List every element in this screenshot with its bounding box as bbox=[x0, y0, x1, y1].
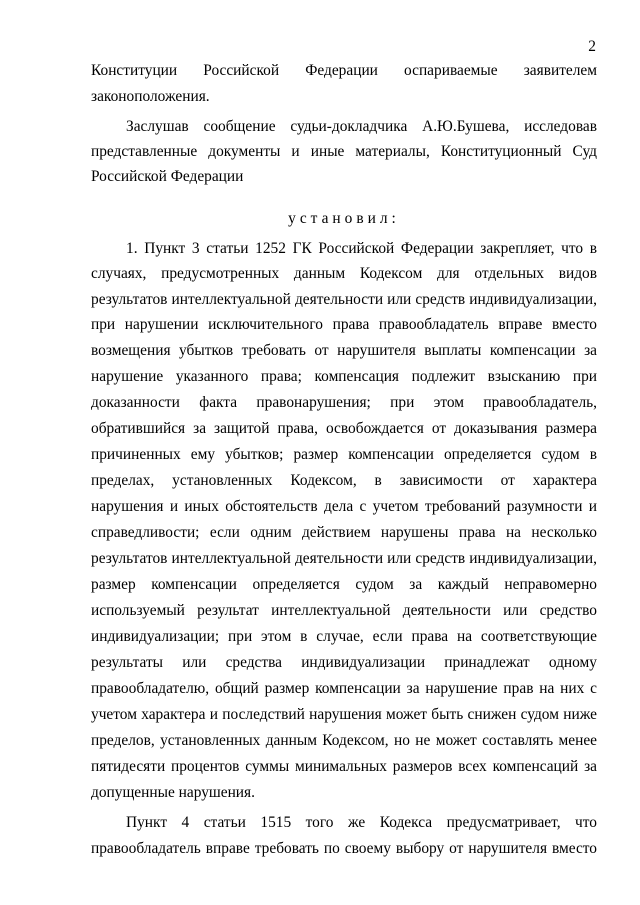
text-line: результаты или средства индивидуализации принадлежат одному bbox=[91, 654, 597, 671]
text-line: результатов интеллектуальной деятельности или средств индивидуализации, bbox=[91, 550, 597, 567]
text-line: нарушения и иных обстоятельств дела с учетом требований разумности и bbox=[91, 498, 597, 515]
text-line: 1. Пункт 3 статьи 1252 ГК Российской Федерации закрепляет, что в bbox=[126, 240, 597, 257]
text-line: пределах, установленных Кодексом, в зависимости от характера bbox=[91, 472, 597, 489]
text-line: правообладателю, общий размер компенсации за нарушение прав на них с bbox=[91, 680, 597, 697]
text-line: причиненных ему убытков; размер компенсации определяется судом в bbox=[91, 446, 597, 463]
text-line: при нарушении исключительного права правообладатель вправе вместо bbox=[91, 316, 597, 333]
text-line: нарушение указанного права; компенсация подлежит взысканию при bbox=[91, 368, 597, 385]
page-number: 2 bbox=[588, 38, 596, 55]
text-line: доказанности факта правонарушения; при этом правообладатель, bbox=[91, 394, 597, 411]
text-line: используемый результат интеллектуальной деятельности или средство bbox=[91, 602, 597, 619]
text-line: справедливости; если одним действием нарушены права на несколько bbox=[91, 524, 597, 541]
text-line: возмещения убытков требовать от нарушителя выплаты компенсации за bbox=[91, 342, 597, 359]
text-line: допущенные нарушения. bbox=[91, 784, 255, 801]
text-line: представленные документы и иные материалы, Конституционный Суд bbox=[91, 143, 597, 160]
text-line: законоположения. bbox=[91, 88, 210, 105]
section-heading: установил: bbox=[288, 210, 400, 227]
text-line: пределов, установленных данным Кодексом, но не может составлять менее bbox=[91, 732, 597, 749]
text-line: размер компенсации определяется судом за каждый неправомерно bbox=[91, 576, 597, 593]
text-line: Конституции Российской Федерации оспариваемые заявителем bbox=[91, 62, 597, 79]
text-line: Заслушав сообщение судьи-докладчика А.Ю.Бушева, исследовав bbox=[126, 118, 597, 135]
text-line: Российской Федерации bbox=[91, 168, 244, 185]
text-line: Пункт 4 статьи 1515 того же Кодекса предусматривает, что bbox=[126, 814, 597, 831]
text-line: учетом характера и последствий нарушения может быть снижен судом ниже bbox=[91, 706, 597, 723]
text-line: индивидуализации; при этом в случае, если права на соответствующие bbox=[91, 628, 597, 645]
text-line: результатов интеллектуальной деятельности или средств индивидуализации, bbox=[91, 291, 597, 308]
text-line: обратившийся за защитой права, освобождается от доказывания размера bbox=[91, 420, 597, 437]
text-line: правообладатель вправе требовать по своему выбору от нарушителя вместо bbox=[91, 840, 597, 857]
text-line: случаях, предусмотренных данным Кодексом для отдельных видов bbox=[91, 265, 597, 282]
text-line: пятидесяти процентов суммы минимальных размеров всех компенсаций за bbox=[91, 758, 597, 775]
